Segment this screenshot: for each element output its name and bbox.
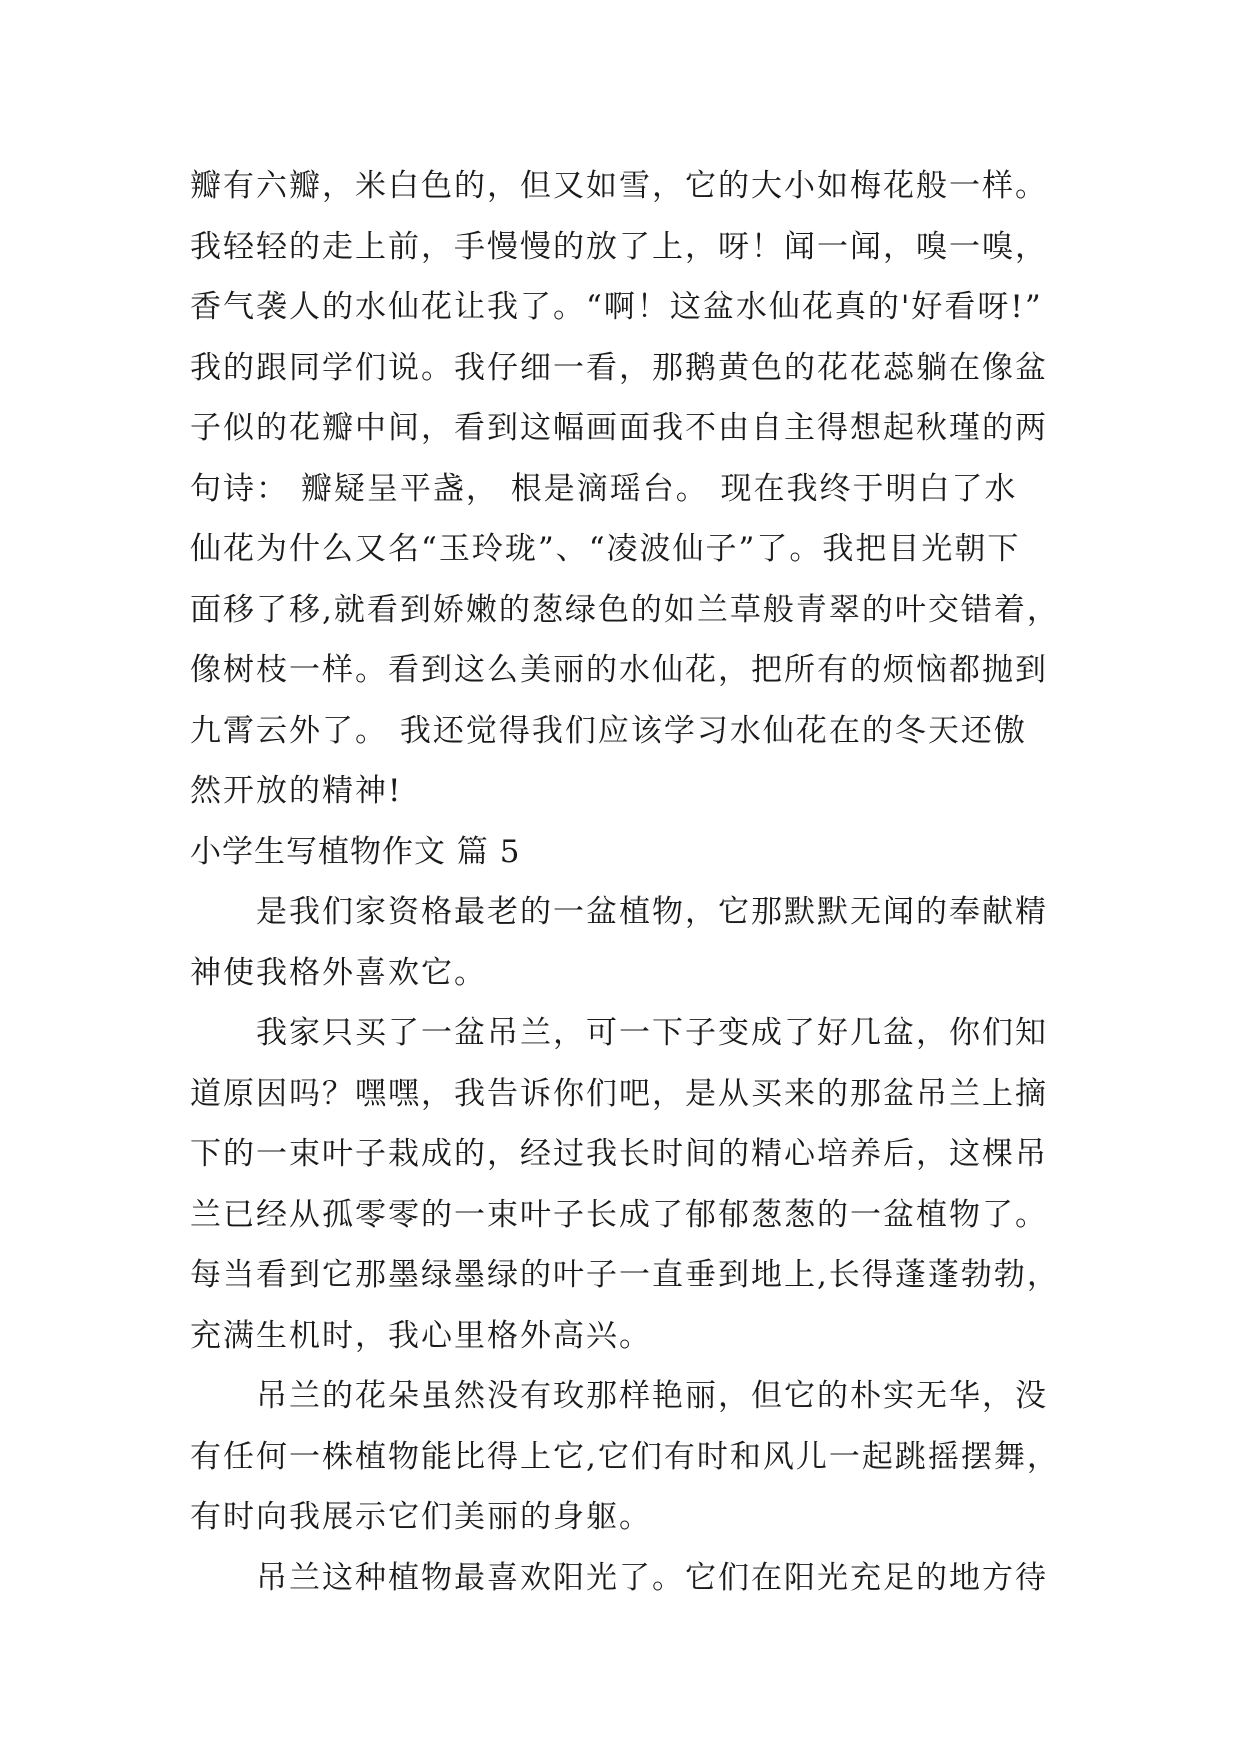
text-line: 九霄云外了。 我还觉得我们应该学习水仙花在的冬天还傲 (190, 712, 1027, 749)
text-line: 我家只买了一盆吊兰，可一下子变成了好几盆，你们知 (256, 1015, 1048, 1051)
text-line: 我的跟同学们说。我仔细一看，那鹅黄色的花花蕊躺在像盆 (190, 349, 1048, 386)
text-line: 香气袭人的水仙花让我了。“啊！这盆水仙花真的'好看呀!” (190, 289, 1043, 325)
text-line: 充满生机时，我心里格外高兴。 (190, 1317, 652, 1354)
text-line: 面移了移,就看到娇嫩的葱绿色的如兰草般青翠的叶交错着， (190, 591, 1060, 628)
section-heading: 小学生写植物作文 篇 5 (190, 833, 521, 870)
text-line: 下的一束叶子栽成的，经过我长时间的精心培养后，这棵吊 (190, 1136, 1048, 1172)
text-line: 瓣有六瓣，米白色的，但又如雪，它的大小如梅花般一样。 (190, 168, 1048, 204)
text-line: 吊兰的花朵虽然没有玫那样艳丽，但它的朴实无华，没 (256, 1378, 1048, 1414)
text-line: 道原因吗？嘿嘿，我告诉你们吧，是从买来的那盆吊兰上摘 (190, 1075, 1048, 1112)
text-line: 然开放的精神! (190, 773, 403, 809)
text-line: 像树枝一样。看到这么美丽的水仙花，把所有的烦恼都抛到 (190, 652, 1048, 688)
text-line: 子似的花瓣中间，看到这幅画面我不由自主得想起秋瑾的两 (190, 410, 1048, 446)
text-line: 神使我格外喜欢它。 (190, 954, 487, 991)
text-line: 吊兰这种植物最喜欢阳光了。它们在阳光充足的地方待 (256, 1559, 1048, 1596)
text-line: 句诗： 瓣疑呈平盏， 根是滴瑶台。 现在我终于明白了水 (190, 470, 1018, 507)
article-body (190, 156, 1070, 1608)
text-line: 有时向我展示它们美丽的身躯。 (190, 1499, 652, 1535)
text-line: 有任何一株植物能比得上它,它们有时和风儿一起跳摇摆舞， (190, 1438, 1060, 1475)
text-line: 兰已经从孤零零的一束叶子长成了郁郁葱葱的一盆植物了。 (190, 1196, 1048, 1233)
text-line: 我轻轻的走上前，手慢慢的放了上，呀！闻一闻，嗅一嗅， (190, 228, 1048, 265)
text-line: 仙花为什么又名“玉玲珑”、“凌波仙子”了。我把目光朝下 (190, 531, 1021, 567)
text-line: 每当看到它那墨绿墨绿的叶子一直垂到地上,长得蓬蓬勃勃， (190, 1257, 1060, 1293)
text-line: 是我们家资格最老的一盆植物，它那默默无闻的奉献精 (256, 894, 1048, 930)
